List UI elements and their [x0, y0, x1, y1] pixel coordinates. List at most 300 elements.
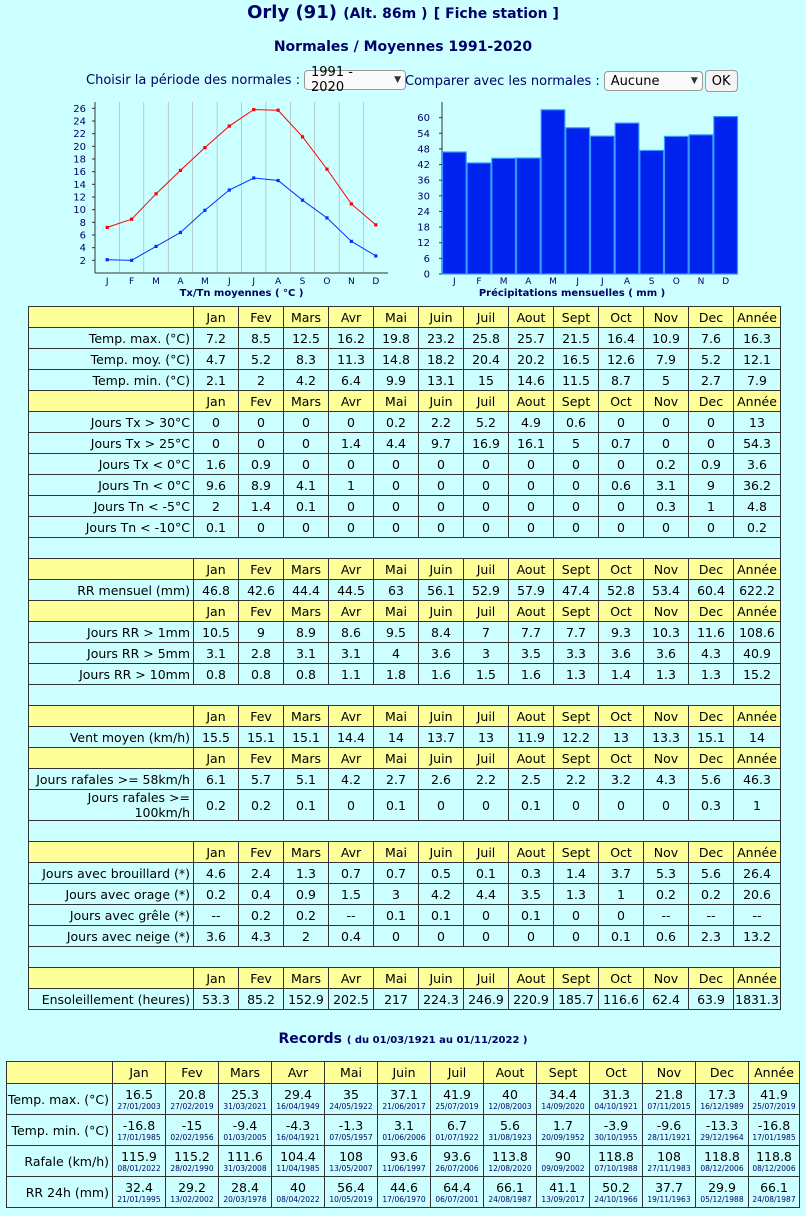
record-date: 21/01/1995	[117, 1195, 161, 1204]
row-label: RR mensuel (mm)	[29, 580, 194, 601]
record-cell	[643, 1177, 696, 1208]
value-cell: 0.9	[689, 454, 734, 475]
value-cell: 0	[464, 905, 509, 926]
record-cell	[219, 1146, 272, 1177]
record-value: 29.9	[708, 1180, 736, 1195]
value-cell: 0	[689, 517, 734, 538]
table-row	[29, 433, 781, 454]
x-tick-label: D	[722, 277, 730, 287]
record-cell	[696, 1146, 749, 1177]
row-label: Jours RR > 10mm	[29, 664, 194, 685]
record-cell	[696, 1177, 749, 1208]
value-cell: 2.2	[464, 769, 509, 790]
value-cell: 20.4	[464, 349, 509, 370]
month-header: Mars	[284, 559, 329, 580]
record-cell	[590, 1146, 643, 1177]
value-cell: 0.2	[239, 790, 284, 821]
x-tick-label: J	[227, 277, 231, 287]
record-date: 11/06/1997	[382, 1164, 426, 1173]
month-header: Avr	[329, 968, 374, 989]
record-value: -9.4	[232, 1118, 258, 1133]
value-cell: 2.8	[239, 643, 284, 664]
value-cell: 0	[419, 790, 464, 821]
record-date: 09/09/2002	[541, 1164, 585, 1173]
year-header: Année	[734, 559, 781, 580]
month-header: Fev	[239, 391, 284, 412]
value-cell: 0	[284, 517, 329, 538]
x-tick-label: J	[601, 277, 604, 287]
month-header: Oct	[599, 391, 644, 412]
value-cell: 0.7	[374, 863, 419, 884]
month-header: Mars	[219, 1062, 272, 1084]
month-header-row	[29, 307, 781, 328]
precip-bar	[689, 135, 713, 274]
x-tick-label: F	[129, 277, 135, 287]
record-date: 27/02/2019	[170, 1102, 214, 1111]
value-cell: 0.8	[239, 664, 284, 685]
data-point	[374, 223, 377, 226]
record-cell	[113, 1115, 166, 1146]
value-cell: 5.2	[464, 412, 509, 433]
precip-bar	[591, 136, 615, 274]
year-value-cell: 108.6	[734, 622, 781, 643]
year-value-cell: 3.6	[734, 454, 781, 475]
record-cell	[484, 1146, 537, 1177]
value-cell: 12.2	[554, 727, 599, 748]
record-date: 28/11/1921	[647, 1133, 691, 1142]
value-cell: 4.2	[284, 370, 329, 391]
data-point	[252, 108, 255, 111]
value-cell: 0	[419, 517, 464, 538]
value-cell: 217	[374, 989, 419, 1010]
record-date: 24/08/1987	[752, 1195, 796, 1204]
year-value-cell: 36.2	[734, 475, 781, 496]
value-cell: 1.5	[464, 664, 509, 685]
value-cell: 5.2	[689, 349, 734, 370]
value-cell: 14.4	[329, 727, 374, 748]
record-cell	[590, 1177, 643, 1208]
record-cell	[166, 1177, 219, 1208]
y-tick-label: 12	[73, 192, 86, 204]
month-header: Aout	[484, 1062, 537, 1084]
value-cell: 7.7	[554, 622, 599, 643]
period-form	[86, 65, 406, 95]
row-label: Ensoleillement (heures)	[29, 989, 194, 1010]
value-cell: 1.6	[419, 664, 464, 685]
record-value: -16.8	[122, 1118, 156, 1133]
value-cell: 9.5	[374, 622, 419, 643]
records-title	[0, 1031, 806, 1047]
table-row	[29, 517, 781, 538]
value-cell: 3.6	[194, 926, 239, 947]
value-cell: 2.7	[689, 370, 734, 391]
table-row	[29, 454, 781, 475]
record-value: 64.4	[443, 1180, 471, 1195]
x-tick-label: J	[105, 277, 109, 287]
value-cell: 1.3	[689, 664, 734, 685]
record-date: 12/08/2003	[488, 1102, 532, 1111]
header-empty-cell	[29, 559, 194, 580]
value-cell: 0.5	[419, 863, 464, 884]
data-point	[350, 240, 353, 243]
value-cell: 11.5	[554, 370, 599, 391]
value-cell: 4	[374, 643, 419, 664]
data-point	[154, 192, 157, 195]
period-select[interactable]	[304, 65, 406, 95]
month-header: Juil	[464, 307, 509, 328]
value-cell: 0.3	[509, 863, 554, 884]
value-cell: 2	[194, 496, 239, 517]
row-label: Jours Tx > 25°C	[29, 433, 194, 454]
record-cell	[484, 1084, 537, 1115]
record-value: -13.3	[705, 1118, 739, 1133]
ok-button[interactable]: OK	[705, 70, 738, 92]
record-date: 07/11/2015	[647, 1102, 691, 1111]
value-cell: 3.6	[644, 643, 689, 664]
year-header: Année	[734, 601, 781, 622]
month-header-row	[29, 842, 781, 863]
record-value: 41.9	[760, 1087, 788, 1102]
x-tick-label: F	[476, 277, 482, 287]
precip-bar	[517, 158, 541, 274]
value-cell: 9	[689, 475, 734, 496]
value-cell: 1.3	[554, 664, 599, 685]
record-date: 28/02/1990	[170, 1164, 214, 1173]
month-header: Oct	[599, 307, 644, 328]
value-cell: 5.7	[239, 769, 284, 790]
record-cell	[325, 1115, 378, 1146]
value-cell: 4.2	[329, 769, 374, 790]
value-cell: 0	[464, 475, 509, 496]
month-header: Aout	[509, 307, 554, 328]
value-cell: 0.1	[509, 905, 554, 926]
value-cell: 5.2	[239, 349, 284, 370]
record-value: -4.3	[285, 1118, 311, 1133]
data-point	[203, 146, 206, 149]
record-value: 66.1	[496, 1180, 524, 1195]
precip-bar	[714, 117, 738, 274]
precip-bar	[467, 163, 491, 274]
month-header: Juin	[419, 968, 464, 989]
value-cell: 7.7	[509, 622, 554, 643]
month-header: Juil	[464, 601, 509, 622]
month-header: Fev	[239, 706, 284, 727]
month-header: Mai	[374, 706, 419, 727]
header-empty-cell	[29, 748, 194, 769]
value-cell: 1.8	[374, 664, 419, 685]
record-value: 50.2	[602, 1180, 630, 1195]
month-header: Fev	[239, 307, 284, 328]
table-row	[29, 905, 781, 926]
value-cell: 0.1	[599, 926, 644, 947]
value-cell: 0	[329, 790, 374, 821]
month-header: Aout	[509, 748, 554, 769]
record-date: 13/09/2017	[541, 1195, 585, 1204]
y-tick-label: 22	[73, 129, 86, 141]
data-point	[228, 188, 231, 191]
record-cell	[537, 1115, 590, 1146]
month-header: Dec	[689, 391, 734, 412]
value-cell: 15.1	[284, 727, 329, 748]
year-value-cell: 622.2	[734, 580, 781, 601]
record-cell	[431, 1084, 484, 1115]
value-cell: 0	[554, 454, 599, 475]
value-cell: 0.7	[329, 863, 374, 884]
header-empty-cell	[29, 706, 194, 727]
month-header: Mars	[284, 391, 329, 412]
value-cell: 1.4	[554, 863, 599, 884]
data-point	[228, 124, 231, 127]
value-cell: 9	[239, 622, 284, 643]
data-point	[301, 135, 304, 138]
value-cell: 220.9	[509, 989, 554, 1010]
y-tick-label: 18	[417, 222, 430, 234]
y-tick-label: 16	[73, 167, 86, 179]
row-label: Jours rafales >= 100km/h	[29, 790, 194, 821]
record-value: 35	[343, 1087, 359, 1102]
month-header: Juin	[419, 307, 464, 328]
y-tick-label: 54	[417, 128, 430, 140]
value-cell: 3.2	[599, 769, 644, 790]
compare-form	[405, 70, 738, 92]
record-value: -15	[181, 1118, 203, 1133]
spacer-row	[29, 538, 781, 559]
row-label: Rafale (km/h)	[7, 1146, 113, 1177]
month-header: Juil	[464, 391, 509, 412]
month-header: Mars	[284, 601, 329, 622]
month-header: Juin	[419, 706, 464, 727]
month-header: Jan	[113, 1062, 166, 1084]
month-header: Fev	[239, 601, 284, 622]
record-date: 29/12/1964	[700, 1133, 744, 1142]
record-value: 118.8	[598, 1149, 634, 1164]
month-header: Mars	[284, 706, 329, 727]
value-cell: 246.9	[464, 989, 509, 1010]
table-row	[29, 989, 781, 1010]
table-row	[29, 622, 781, 643]
value-cell: 0	[689, 412, 734, 433]
year-value-cell: 46.3	[734, 769, 781, 790]
value-cell: 0.2	[194, 790, 239, 821]
year-value-cell: 15.2	[734, 664, 781, 685]
station-sheet-link[interactable]: [ Fiche station ]	[433, 6, 559, 22]
record-cell	[431, 1115, 484, 1146]
value-cell: 3.6	[419, 643, 464, 664]
value-cell: 0.2	[194, 884, 239, 905]
month-header: Dec	[689, 748, 734, 769]
value-cell: 0.9	[284, 884, 329, 905]
value-cell: 0.6	[554, 412, 599, 433]
record-cell	[590, 1084, 643, 1115]
value-cell: 15.5	[194, 727, 239, 748]
month-header: Aout	[509, 968, 554, 989]
spacer-row	[29, 685, 781, 706]
record-cell	[166, 1084, 219, 1115]
value-cell: 0	[329, 517, 374, 538]
record-date: 16/04/1949	[276, 1102, 320, 1111]
value-cell: 52.9	[464, 580, 509, 601]
table-row	[29, 475, 781, 496]
month-header: Mai	[374, 307, 419, 328]
value-cell: 56.1	[419, 580, 464, 601]
year-value-cell: 14	[734, 727, 781, 748]
value-cell: 0.4	[239, 884, 284, 905]
record-date: 27/11/1983	[647, 1164, 691, 1173]
table-row	[29, 349, 781, 370]
value-cell: 0	[599, 454, 644, 475]
year-value-cell: --	[734, 905, 781, 926]
record-value: 93.6	[390, 1149, 418, 1164]
year-header: Année	[734, 748, 781, 769]
record-value: 6.7	[447, 1118, 467, 1133]
value-cell: 0.2	[284, 905, 329, 926]
value-cell: 13.7	[419, 727, 464, 748]
month-header: Avr	[272, 1062, 325, 1084]
record-cell	[219, 1084, 272, 1115]
month-header: Nov	[644, 968, 689, 989]
value-cell: 0	[554, 475, 599, 496]
x-axis-label: Tx/Tn moyennes ( °C )	[179, 288, 304, 299]
y-tick-label: 14	[73, 179, 86, 191]
record-cell	[696, 1115, 749, 1146]
record-value: 108	[657, 1149, 681, 1164]
record-date: 24/10/1966	[594, 1195, 638, 1204]
row-label: Jours Tx < 0°C	[29, 454, 194, 475]
value-cell: 4.3	[239, 926, 284, 947]
normals-table	[28, 306, 781, 1010]
month-header-row	[29, 559, 781, 580]
value-cell: 16.5	[554, 349, 599, 370]
month-header: Avr	[329, 559, 374, 580]
value-cell: 3.3	[554, 643, 599, 664]
data-point	[179, 169, 182, 172]
value-cell: 0.1	[374, 905, 419, 926]
x-tick-label: J	[252, 277, 256, 287]
record-cell	[749, 1146, 800, 1177]
compare-select[interactable]	[604, 71, 703, 91]
record-value: 93.6	[443, 1149, 471, 1164]
value-cell: 0.6	[644, 926, 689, 947]
record-cell	[537, 1146, 590, 1177]
value-cell: 6.1	[194, 769, 239, 790]
value-cell: 44.5	[329, 580, 374, 601]
record-value: 21.8	[655, 1087, 683, 1102]
value-cell: 5.3	[644, 863, 689, 884]
value-cell: 0.1	[509, 790, 554, 821]
data-point	[350, 202, 353, 205]
record-value: 115.9	[121, 1149, 157, 1164]
value-cell: 16.1	[509, 433, 554, 454]
x-tick-label: D	[372, 277, 380, 287]
record-row	[7, 1177, 800, 1208]
month-header: Aout	[509, 601, 554, 622]
year-header: Année	[734, 842, 781, 863]
month-header: Juin	[419, 559, 464, 580]
x-tick-label: J	[576, 277, 579, 287]
year-value-cell: 0.2	[734, 517, 781, 538]
value-cell: 7.2	[194, 328, 239, 349]
value-cell: 25.7	[509, 328, 554, 349]
value-cell: 0.1	[419, 905, 464, 926]
x-tick-label: O	[672, 277, 680, 287]
chevron-down-icon: ▼	[690, 76, 698, 86]
record-date: 08/01/2022	[117, 1164, 161, 1173]
month-header-row	[29, 391, 781, 412]
header-empty-cell	[29, 842, 194, 863]
precip-bar	[640, 150, 664, 274]
record-cell	[272, 1177, 325, 1208]
value-cell: 18.2	[419, 349, 464, 370]
value-cell: 0	[599, 517, 644, 538]
record-cell	[643, 1084, 696, 1115]
record-value: 108	[339, 1149, 363, 1164]
record-date: 21/06/2017	[382, 1102, 426, 1111]
value-cell: 0	[464, 926, 509, 947]
record-cell	[643, 1115, 696, 1146]
record-date: 02/02/1956	[170, 1133, 214, 1142]
value-cell: 0.2	[239, 905, 284, 926]
month-header-row	[29, 968, 781, 989]
value-cell: 0.2	[374, 412, 419, 433]
record-date: 01/07/1922	[435, 1133, 479, 1142]
record-date: 25/07/2019	[435, 1102, 479, 1111]
value-cell: 8.9	[284, 622, 329, 643]
value-cell: 1.1	[329, 664, 374, 685]
value-cell: 0	[509, 454, 554, 475]
record-cell	[113, 1084, 166, 1115]
record-value: 17.3	[708, 1087, 736, 1102]
value-cell: 3.6	[599, 643, 644, 664]
month-header: Dec	[689, 706, 734, 727]
value-cell: 15.1	[239, 727, 284, 748]
row-label: Jours avec brouillard (*)	[29, 863, 194, 884]
value-cell: 8.9	[239, 475, 284, 496]
month-header: Sept	[554, 706, 599, 727]
record-date: 30/10/1955	[594, 1133, 638, 1142]
value-cell: 14.6	[509, 370, 554, 391]
value-cell: 8.5	[239, 328, 284, 349]
value-cell: 4.1	[284, 475, 329, 496]
value-cell: 10.9	[644, 328, 689, 349]
value-cell: 0	[374, 926, 419, 947]
month-header: Oct	[599, 706, 644, 727]
value-cell: 1.6	[194, 454, 239, 475]
month-header: Nov	[644, 307, 689, 328]
month-header: Oct	[599, 601, 644, 622]
value-cell: 0	[554, 790, 599, 821]
month-header: Nov	[644, 391, 689, 412]
row-label: Jours Tn < -5°C	[29, 496, 194, 517]
value-cell: 4.7	[194, 349, 239, 370]
precip-bar	[492, 158, 516, 274]
table-row	[29, 370, 781, 391]
spacer-cell	[29, 947, 781, 968]
value-cell: 2	[284, 926, 329, 947]
record-value: 113.8	[492, 1149, 528, 1164]
month-header: Mars	[284, 307, 329, 328]
value-cell: 7.6	[689, 328, 734, 349]
year-value-cell: 40.9	[734, 643, 781, 664]
month-header: Jan	[194, 307, 239, 328]
month-header: Juil	[464, 559, 509, 580]
header-empty-cell	[7, 1062, 113, 1084]
value-cell: 0	[599, 790, 644, 821]
value-cell: 5.6	[689, 863, 734, 884]
value-cell: 0	[419, 475, 464, 496]
record-value: 31.3	[602, 1087, 630, 1102]
value-cell: 21.5	[554, 328, 599, 349]
record-value: 25.3	[231, 1087, 259, 1102]
